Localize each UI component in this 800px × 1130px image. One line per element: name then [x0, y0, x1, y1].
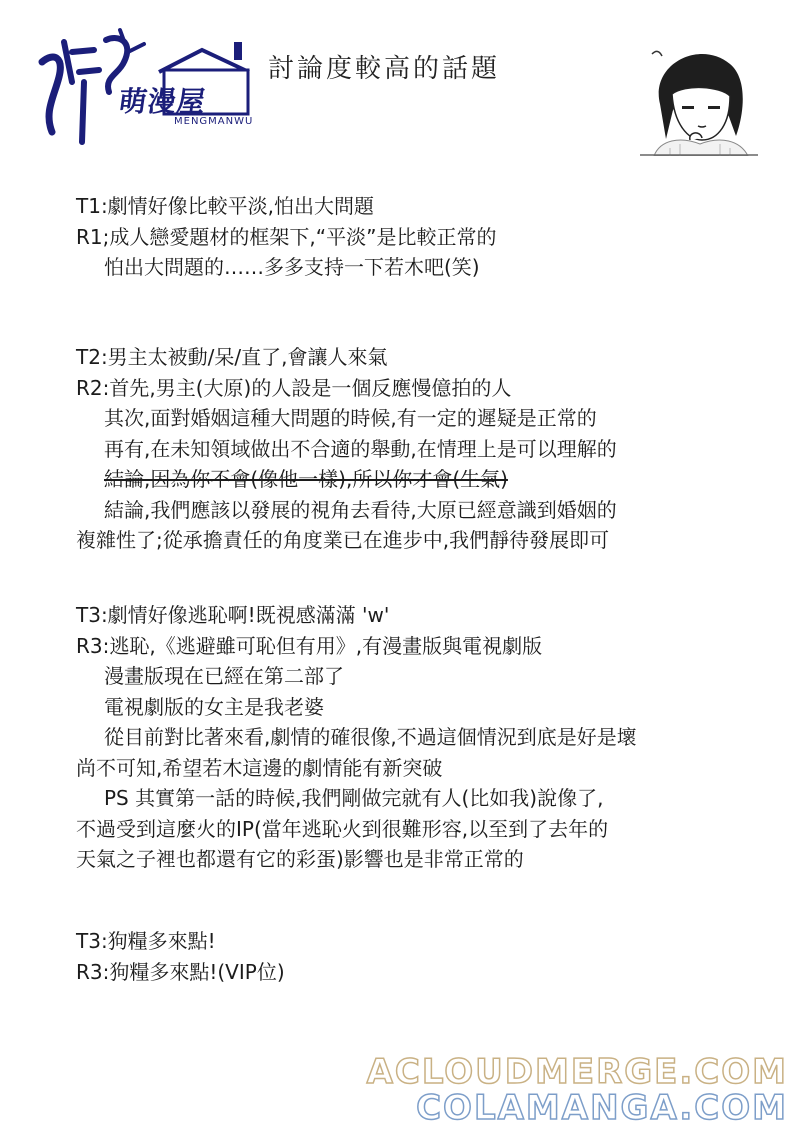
question-line: T3:劇情好像逃恥啊!既視感滿滿 'w' [76, 603, 390, 627]
logo-text: 萌漫屋 [116, 85, 209, 118]
topic-section-2 [76, 342, 770, 556]
reply-line: 其次,面對婚姻這種大問題的時候,有一定的遲疑是正常的 [104, 406, 597, 430]
watermark-line-1: ACLOUDMERGE.COM [366, 1052, 788, 1092]
question-line: T1:劇情好像比較平淡,怕出大問題 [76, 194, 375, 218]
reply-line: 怕出大問題的……多多支持一下若木吧(笑) [104, 255, 480, 279]
question-line: T2:男主太被動/呆/直了,會讓人來氣 [76, 345, 388, 369]
reply-line: 天氣之子裡也都還有它的彩蛋)影響也是非常正常的 [76, 847, 524, 871]
reply-line: R1;成人戀愛題材的框架下,“平淡”是比較正常的 [76, 224, 497, 249]
topic-section-4 [76, 926, 770, 987]
question-line: T3:狗糧多來點! [76, 929, 216, 953]
page-title: 討論度較高的話題 [268, 54, 501, 84]
reply-line: R3:狗糧多來點!(VIP位) [76, 959, 285, 984]
reply-line: 再有,在未知領域做出不合適的舉動,在情理上是可以理解的 [104, 436, 617, 461]
struck-reply-line: 結論,因為你不會(像他一樣),所以你才會(生氣) [104, 467, 508, 491]
reply-line: R3:逃恥,《逃避雖可恥但有用》,有漫畫版與電視劇版 [76, 633, 543, 658]
reply-line: 尚不可知,希望若木這邊的劇情能有新突破 [76, 755, 443, 780]
mascot-illustration [640, 44, 758, 156]
reply-line: 漫畫版現在已經在第二部了 [104, 664, 344, 688]
reply-line: 不過受到這麼火的IP(當年逃恥火到很難形容,以至到了去年的 [76, 816, 609, 841]
reply-line: 結論,我們應該以發展的視角去看待,大原已經意識到婚姻的 [104, 497, 617, 522]
reply-line: R2:首先,男主(大原)的人設是一個反應慢億拍的人 [76, 375, 512, 400]
reply-line: 從目前對比著來看,劇情的確很像,不過這個情況到底是好是壞 [104, 725, 637, 749]
topic-section-1 [76, 191, 770, 283]
reply-line: PS 其實第一話的時候,我們剛做完就有人(比如我)說像了, [104, 786, 604, 810]
site-logo [24, 22, 260, 152]
reply-line: 電視劇版的女主是我老婆 [104, 694, 324, 719]
watermark-line-2: COLAMANGA.COM [416, 1088, 788, 1128]
topic-section-3 [76, 600, 770, 875]
logo-subtext: MENGMANWU [174, 116, 254, 127]
reply-line: 複雜性了;從承擔責任的角度業已在進步中,我們靜待發展即可 [76, 528, 610, 552]
